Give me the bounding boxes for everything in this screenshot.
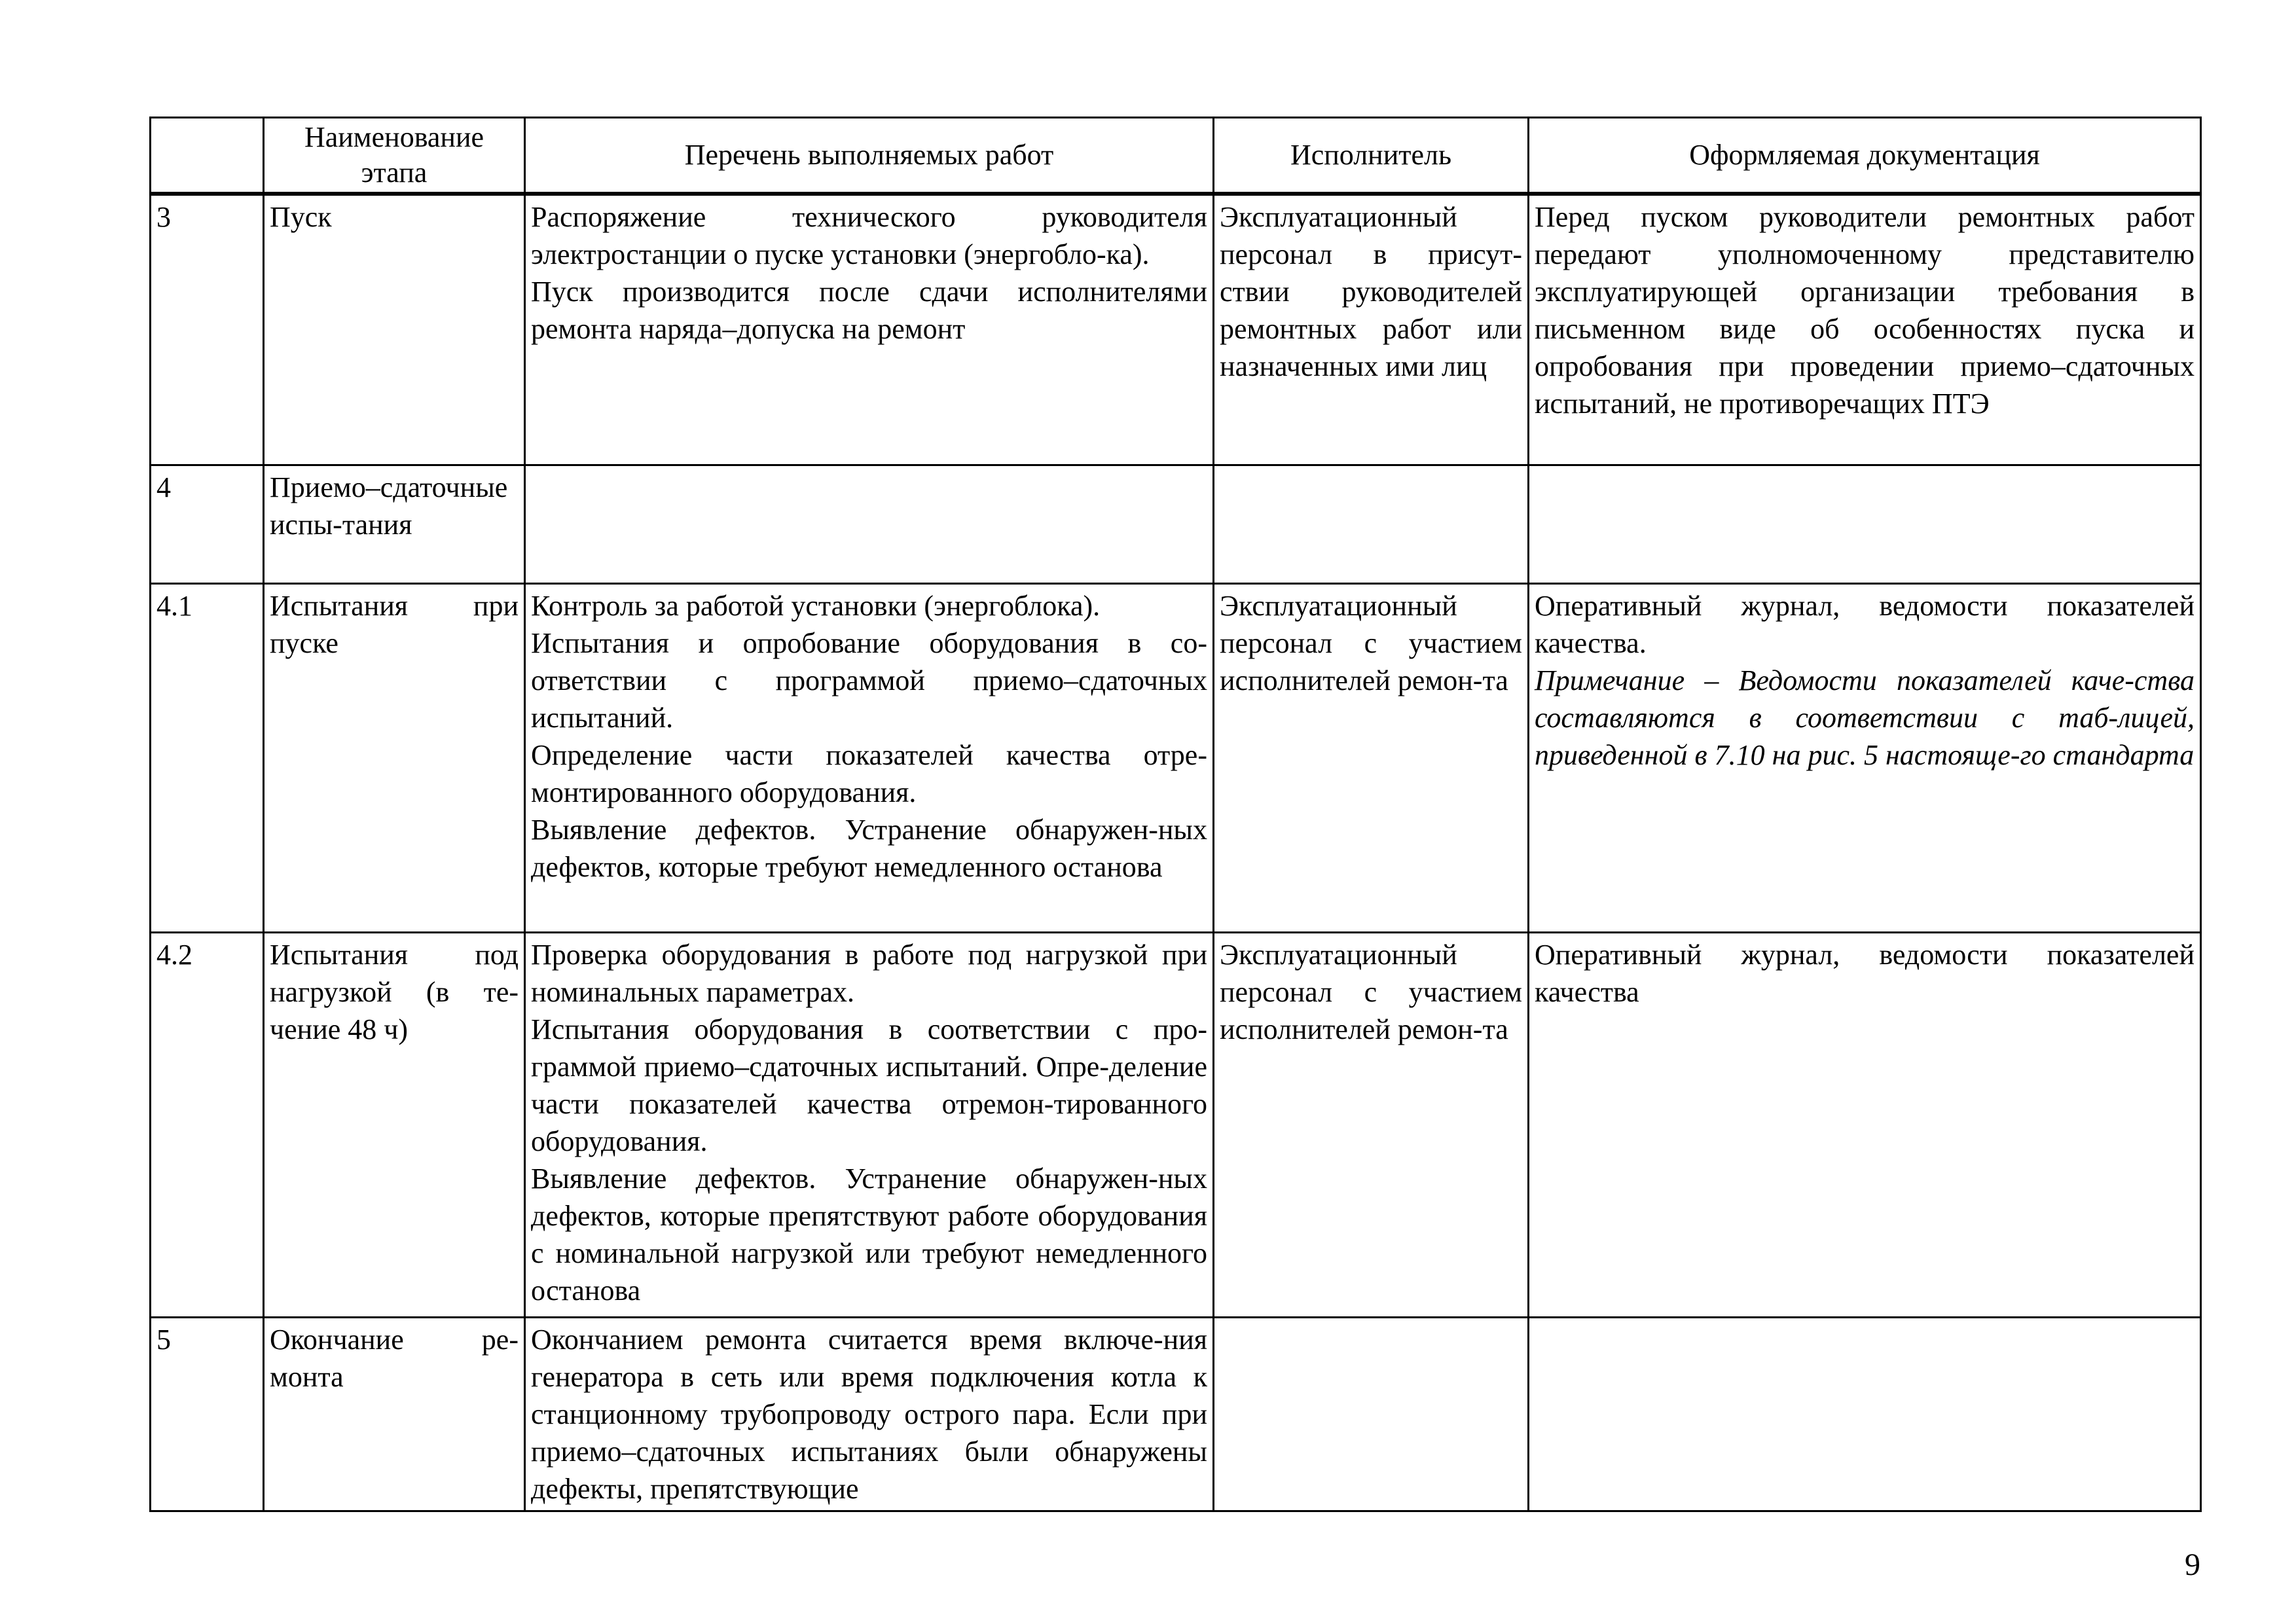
cell-num: 4 [151, 465, 264, 584]
cell-stage [264, 1318, 525, 1511]
works-paragraph: Выявление дефектов. Устранение обнаружен-ных дефектов, которые препятствуют работе оборудования с номинальной нагрузкой или требуют немедленного останова [531, 1163, 1207, 1307]
cell-docs [1529, 194, 2201, 465]
cell-docs [1529, 584, 2201, 933]
stage-text: Испытания под нагрузкой (в те-чение 48 ч) [270, 939, 519, 1045]
page-number: 9 [2185, 1547, 2200, 1582]
cell-num: 4.1 [151, 584, 264, 933]
docs-note: Примечание – Ведомости показателей каче-ства составляются в соответствии с таб-лицей, приведенной в 7.10 на рис. 5 настояще-го стандарта [1535, 664, 2195, 771]
table-row [151, 584, 2201, 933]
cell-works [525, 465, 1214, 584]
header-docs: Оформляемая документация [1529, 118, 2201, 194]
works-paragraph: Выявление дефектов. Устранение обнаружен-ных дефектов, которые требуют немедленного останова [531, 814, 1207, 883]
works-paragraph: Испытания и опробование оборудования в со-ответствии с программой приемо–сдаточных испытаний. [531, 627, 1207, 734]
executor-text: Эксплуатационный персонал с участием исполнителей ремон-та [1220, 939, 1522, 1045]
table-row [151, 1318, 2201, 1511]
stage-text: Приемо–сдаточные испы-тания [270, 471, 508, 541]
cell-executor [1214, 584, 1529, 933]
header-works: Перечень выполняемых работ [525, 118, 1214, 194]
header-num [151, 118, 264, 194]
cell-num: 3 [151, 194, 264, 465]
cell-executor [1214, 194, 1529, 465]
executor-text: Эксплуатационный персонал с участием исполнителей ремон-та [1220, 590, 1522, 696]
table-row [151, 194, 2201, 465]
cell-docs [1529, 465, 2201, 584]
cell-executor [1214, 1318, 1529, 1511]
docs-text: Оперативный журнал, ведомости показателей качества. [1535, 590, 2195, 659]
works-paragraph: Испытания оборудования в соответствии с про-граммой приемо–сдаточных испытаний. Опре-деление части показателей качества отремон-тированного оборудования. [531, 1013, 1207, 1157]
table-row [151, 933, 2201, 1318]
cell-docs [1529, 1318, 2201, 1511]
cell-works [525, 933, 1214, 1318]
cell-stage: Пуск [264, 194, 525, 465]
cell-works [525, 584, 1214, 933]
cell-works [525, 1318, 1214, 1511]
cell-stage [264, 584, 525, 933]
cell-num: 5 [151, 1318, 264, 1511]
cell-executor [1214, 465, 1529, 584]
cell-num: 4.2 [151, 933, 264, 1318]
cell-stage [264, 933, 525, 1318]
header-stage: Наименование этапа [264, 118, 525, 194]
docs-text: Оперативный журнал, ведомости показателей качества [1535, 939, 2195, 1008]
table-header-row [151, 118, 2201, 194]
works-paragraph: Контроль за работой установки (энергоблока). [531, 590, 1101, 622]
cell-works [525, 194, 1214, 465]
cell-stage [264, 465, 525, 584]
works-paragraph: Пуск производится после сдачи исполнителями ремонта наряда–допуска на ремонт [531, 276, 1207, 345]
works-paragraph: Окончанием ремонта считается время включе-ния генератора в сеть или время подключения котла к станционному трубопроводу острого пара. Если при приемо–сдаточных испытаниях были обнаружены дефекты, препятствующие [531, 1324, 1207, 1505]
docs-text: Перед пуском руководители ремонтных работ передают уполномоченному представителю эксплуатирующей организации требования в письменном виде об особенностях пуска и опробования при проведении приемо–сдаточных испытаний, не противоречащих ПТЭ [1535, 201, 2195, 420]
executor-text: Эксплуатационный персонал в присут-ствии руководителей ремонтных работ или назначенных ими лиц [1220, 201, 1522, 382]
stage-text: Окончание ре-монта [270, 1324, 519, 1393]
works-paragraph: Проверка оборудования в работе под нагрузкой при номинальных параметрах. [531, 939, 1207, 1008]
cell-executor [1214, 933, 1529, 1318]
cell-docs [1529, 933, 2201, 1318]
stage-text: Испытания при пуске [270, 590, 519, 659]
works-table [149, 117, 2202, 1512]
works-paragraph: Определение части показателей качества отре-монтированного оборудования. [531, 739, 1207, 808]
table-row [151, 465, 2201, 584]
works-paragraph: Распоряжение технического руководителя электростанции о пуске установки (энергобло-ка). [531, 201, 1207, 270]
header-executor: Исполнитель [1214, 118, 1529, 194]
